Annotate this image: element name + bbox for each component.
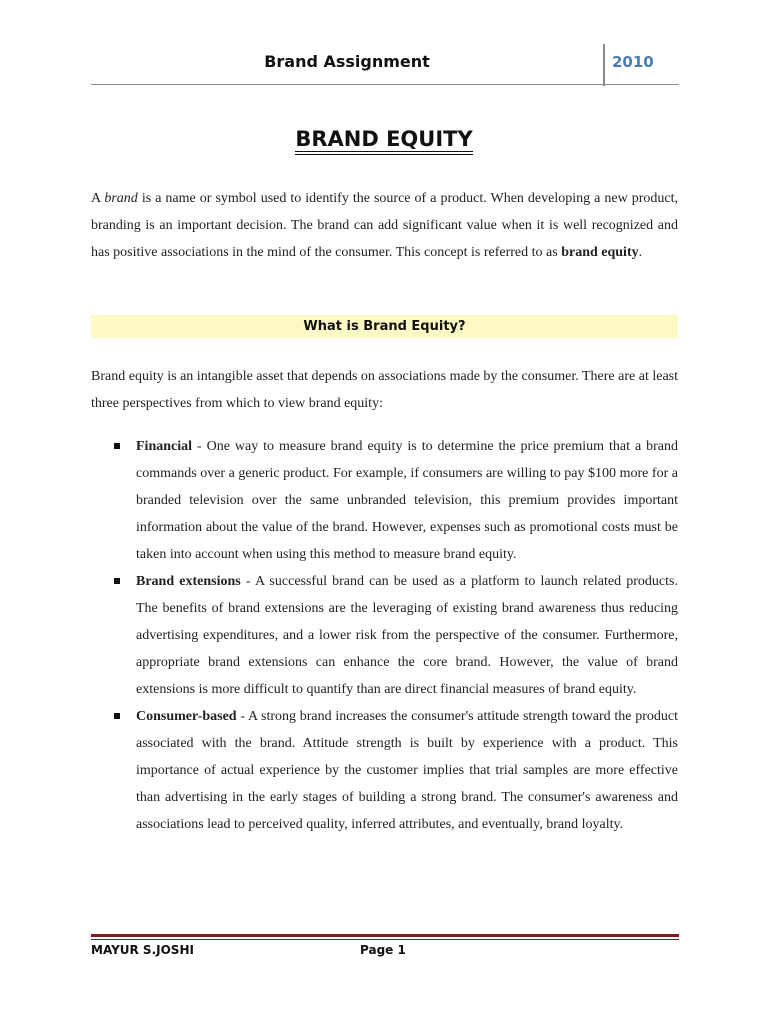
header-title: Brand Assignment: [264, 52, 430, 71]
page-number: Page 1: [360, 943, 406, 957]
square-bullet-icon: [114, 578, 120, 584]
page-title-text: BRAND EQUITY: [295, 127, 472, 155]
bullet-term: Brand extensions: [136, 574, 241, 589]
section-heading-text: What is Brand Equity?: [303, 319, 466, 334]
intro-brand-word: brand: [104, 191, 138, 206]
intro-part2: is a name or symbol used to identify the source of a product. When developing a new product, branding is an important decision. The brand can add significant value when it is well recognized and has positive associations in the mind of the consumer. This concept is referred to as: [91, 191, 678, 260]
bullet-text: - One way to measure brand equity is to determine the price premium that a brand commands over a generic product. For example, if consumers are willing to pay $100 more for a branded television over the same unbranded television, this premium provides important information about the value of the brand. However, expenses such as promotional costs must be taken into account when using this method to measure brand equity.: [136, 439, 678, 562]
header-year: 2010: [612, 53, 654, 71]
footer-rule-thin: [91, 939, 679, 940]
intro-paragraph: [91, 185, 678, 266]
square-bullet-icon: [114, 443, 120, 449]
header-divider: [603, 44, 605, 86]
header-rule: [91, 84, 679, 85]
list-item-brand-extensions: [91, 568, 678, 703]
footer-author: MAYUR S.JOSHI: [91, 943, 194, 957]
bullet-term: Financial: [136, 439, 193, 454]
bullet-text: - A strong brand increases the consumer's attitude strength toward the product associated with the brand. Attitude strength is built by experience with a product. This importance of actual experience by the customer implies that trial samples are more effective than advertising in the early stages of building a strong brand. The consumer's awareness and associations lead to perceived quality, inferred attributes, and eventually, brand loyalty.: [136, 709, 678, 832]
page-title: [0, 127, 768, 155]
perspectives-list: [91, 433, 678, 838]
section-heading: [91, 315, 678, 338]
list-item-financial: [91, 433, 678, 568]
footer-rule: [91, 934, 679, 937]
bullet-term: Consumer-based: [136, 709, 237, 724]
intro-part3: .: [638, 245, 643, 260]
section-intro: Brand equity is an intangible asset that depends on associations made by the consumer. There are at least three perspectives from which to view brand equity:: [91, 369, 678, 411]
bullet-text: - A successful brand can be used as a platform to launch related products. The benefits of brand extensions are the leveraging of existing brand awareness thus reducing advertising expenditures, and a lower risk from the perspective of the consumer. Furthermore, appropriate brand extensions can enhance the core brand. However, the value of brand extensions is more difficult to quantify than are direct financial measures of brand equity.: [136, 574, 678, 697]
list-item-consumer-based: [91, 703, 678, 838]
intro-bold-term: brand equity: [561, 245, 639, 260]
square-bullet-icon: [114, 713, 120, 719]
intro-part1: A: [91, 191, 105, 206]
